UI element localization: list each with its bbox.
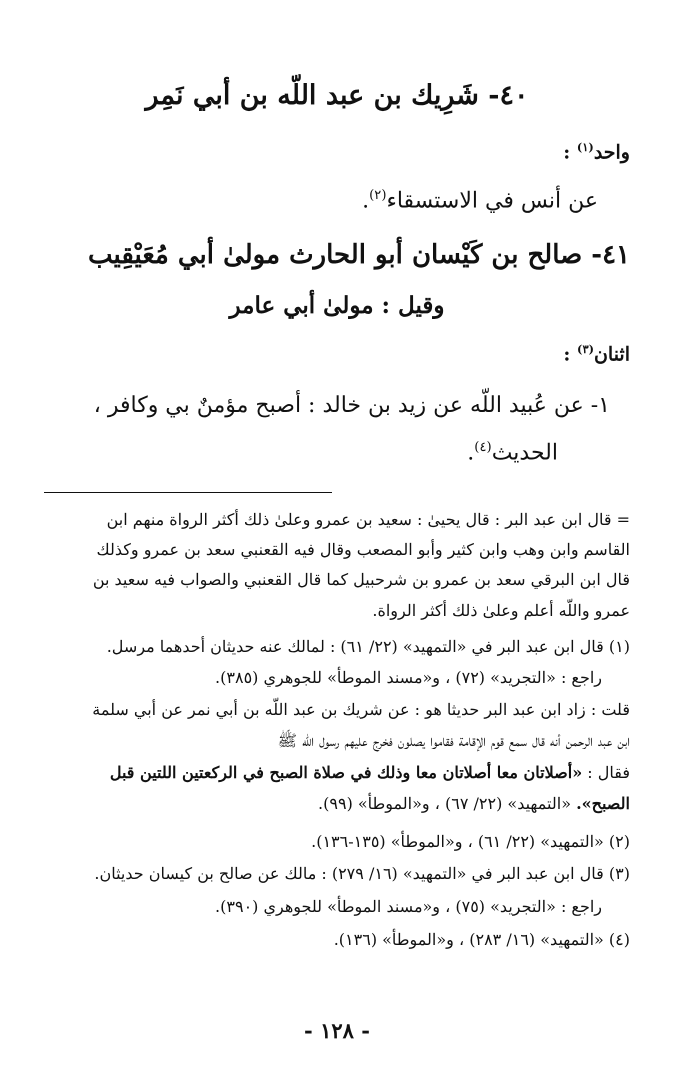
footnote-ref: (٢)	[369, 188, 387, 203]
hadith-text: عن أنس في الاستسقاء	[386, 188, 598, 214]
colon: :	[563, 141, 571, 164]
footnote-text: «التمهيد» (٢٢/ ٦٧) ، و«الموطأ» (٩٩).	[318, 794, 571, 813]
section-heading-41-alt: وقيل : مولىٰ أبي عامر	[229, 292, 445, 319]
period: .	[362, 188, 370, 214]
footnote-text: فقال :	[587, 763, 630, 782]
count-label-text: واحد	[593, 141, 630, 164]
footnote-separator	[44, 492, 332, 493]
footnote-ref: (١)	[576, 140, 594, 154]
page-number: - ١٢٨ -	[304, 1018, 370, 1043]
footnote-1: (١) قال ابن عبد البر في «التمهيد» (٢٢/ ٦١) : لمالك عنه حديثان أحدهما مرسل.	[106, 637, 630, 656]
section-heading-41: ٤١- صالح بن كَيْسان أبو الحارث مولىٰ أبي مُعَيْقِيب	[87, 240, 630, 270]
count-label-wahid	[563, 140, 630, 163]
footnote-1-line: ابن عبد الرحمن أنه قال سمع قوم الإقامة فقاموا يصلون فخرج عليهم رسول اللّه ﷺ	[277, 731, 630, 750]
footnote-2: (٢) «التمهيد» (٢٢/ ٦١) ، و«الموطأ» (١٣٥-١٣٦).	[311, 832, 630, 851]
footnote-continued-line: عمرو واللّه أعلم وعلىٰ ذلك أكثر الرواة.	[372, 601, 630, 620]
hadith-entry-41-line1: ١- عن عُبيد اللّه عن زيد بن خالد : أصبح مؤمنٌ بي وكافر ،	[93, 393, 610, 418]
count-label-text: اثنان	[593, 343, 630, 366]
hadith-entry-41-line2	[467, 440, 558, 465]
footnote-quote: «أصلاتان معا أصلاتان معا وذلك في صلاة الصبح في الركعتين اللتين قبل	[109, 763, 583, 782]
footnote-1-line	[110, 763, 630, 782]
footnote-3-line: راجع : «التجريد» (٧٥) ، و«مسند الموطأ» للجوهري (٣٩٠).	[215, 897, 602, 916]
footnote-continued-line: القاسم وابن وهب وابن كثير وأبو المصعب وقال فيه القعنبي سعد بن عمرو وكذلك	[96, 540, 630, 559]
footnote-1-line	[318, 794, 630, 813]
period: .	[467, 440, 475, 466]
hadith-entry-40	[362, 188, 598, 213]
section-heading-40: ٤٠- شَرِيك بن عبد اللّه بن أبي نَمِر	[145, 80, 529, 111]
footnote-1-line: راجع : «التجريد» (٧٢) ، و«مسند الموطأ» للجوهري (٣٨٥).	[215, 668, 602, 687]
footnote-quote: الصبح».	[576, 794, 630, 813]
count-label-ithnan	[563, 342, 630, 365]
footnote-3: (٣) قال ابن عبد البر في «التمهيد» (١٦/ ٢٧٩) : مالك عن صالح بن كيسان حديثان.	[94, 864, 630, 883]
footnote-1-line: قلت : زاد ابن عبد البر حديثا هو : عن شريك بن عبد اللّه بن أبي نمر عن أبي سلمة	[92, 700, 630, 719]
footnote-ref: (٤)	[474, 440, 492, 455]
footnote-4: (٤) «التمهيد» (١٦/ ٢٨٣) ، و«الموطأ» (١٣٦).	[333, 930, 630, 949]
footnote-ref: (٣)	[577, 342, 594, 356]
colon: :	[563, 343, 571, 366]
footnote-continued-line: قال ابن البرقي سعد بن عمرو بن شرحبيل كما قال القعنبي والصواب فيه سعيد بن	[92, 570, 630, 589]
hadith-text: الحديث	[491, 440, 558, 466]
footnote-continued-line: = قال ابن عبد البر : قال يحيىٰ : سعيد بن عمرو وعلىٰ ذلك أكثر الرواة منهم ابن	[106, 510, 630, 529]
